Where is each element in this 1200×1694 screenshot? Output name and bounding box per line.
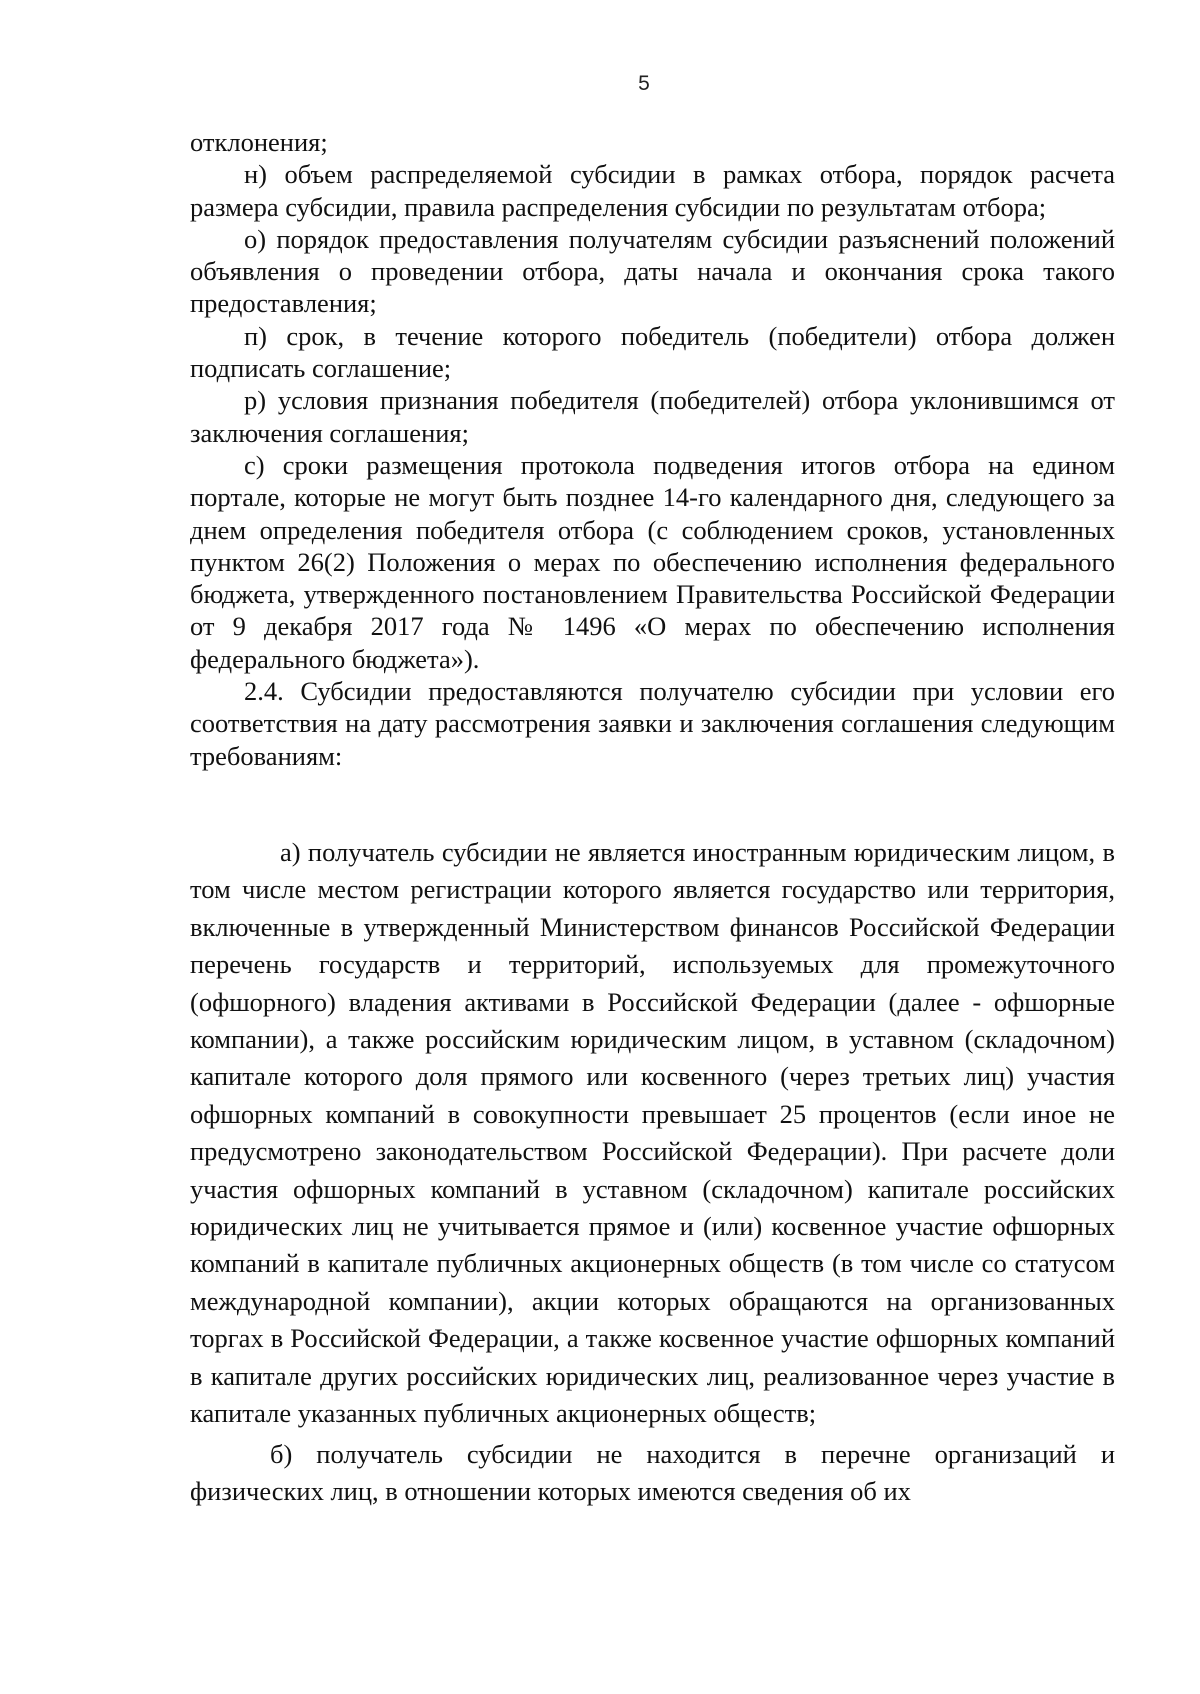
- paragraph-item-r: р) условия признания победителя (победителей) отбора уклонившимся от заключения соглашения;: [190, 385, 1115, 448]
- paragraph-item-a: а) получатель субсидии не является иностранным юридическим лицом, в том числе местом регистрации которого является государство или территория, включенные в утвержденный Министерством финансов Российской Федерации перечень государств и территорий, используемых для промежуточного (офшорного) владения активами в Российской Федерации (далее - офшорные компании), а также российским юридическим лицом, в уставном (складочном) капитале которого доля прямого или косвенного (через третьих лиц) участия офшорных компаний в совокупности превышает 25 процентов (если иное не предусмотрено законодательством Российской Федерации). При расчете доли участия офшорных компаний в уставном (складочном) капитале российских юридических лиц не учитывается прямое и (или) косвенное участие офшорных компаний в капитале публичных акционерных обществ (в том числе со статусом международной компании), акции которых обращаются на организованных торгах в Российской Федерации, а также косвенное участие офшорных компаний в капитале других российских юридических лиц, реализованное через участие в капитале указанных публичных акционерных обществ;: [190, 837, 1115, 1429]
- paragraph-item-n: н) объем распределяемой субсидии в рамках отбора, порядок расчета размера субсидии, правила распределения субсидии по результатам отбора;: [190, 159, 1115, 222]
- paragraph-item-p: п) срок, в течение которого победитель (победители) отбора должен подписать соглашение;: [190, 320, 1115, 384]
- page-number: 5: [638, 72, 650, 95]
- paragraph-item-b: б) получатель субсидии не находится в перечне организаций и физических лиц, в отношении которых имеются сведения об их: [190, 1438, 1115, 1506]
- text-block-top: [190, 126, 1115, 772]
- paragraph-continuation: отклонения;: [190, 127, 328, 157]
- paragraph-item-o: о) порядок предоставления получателям субсидии разъяснений положений объявления о проведении отбора, даты начала и окончания срока такого предоставления;: [190, 223, 1115, 319]
- paragraph-section-2-4: 2.4. Субсидии предоставляются получателю субсидии при условии его соответствия на дату рассмотрения заявки и заключения соглашения следующим требованиям:: [190, 676, 1115, 771]
- paragraph-item-s: с) сроки размещения протокола подведения итогов отбора на едином портале, которые не могут быть позднее 14-го календарного дня, следующего за днем определения победителя отбора (с соблюдением сроков, установленных пунктом 26(2) Положения о мерах по обеспечению исполнения федерального бюджета, утвержденного постановлением Правительства Российской Федерации от 9 декабря 2017 года № 1496 «О мерах по обеспечению исполнения федерального бюджета»).: [190, 449, 1115, 674]
- text-block-bottom: [190, 834, 1115, 1510]
